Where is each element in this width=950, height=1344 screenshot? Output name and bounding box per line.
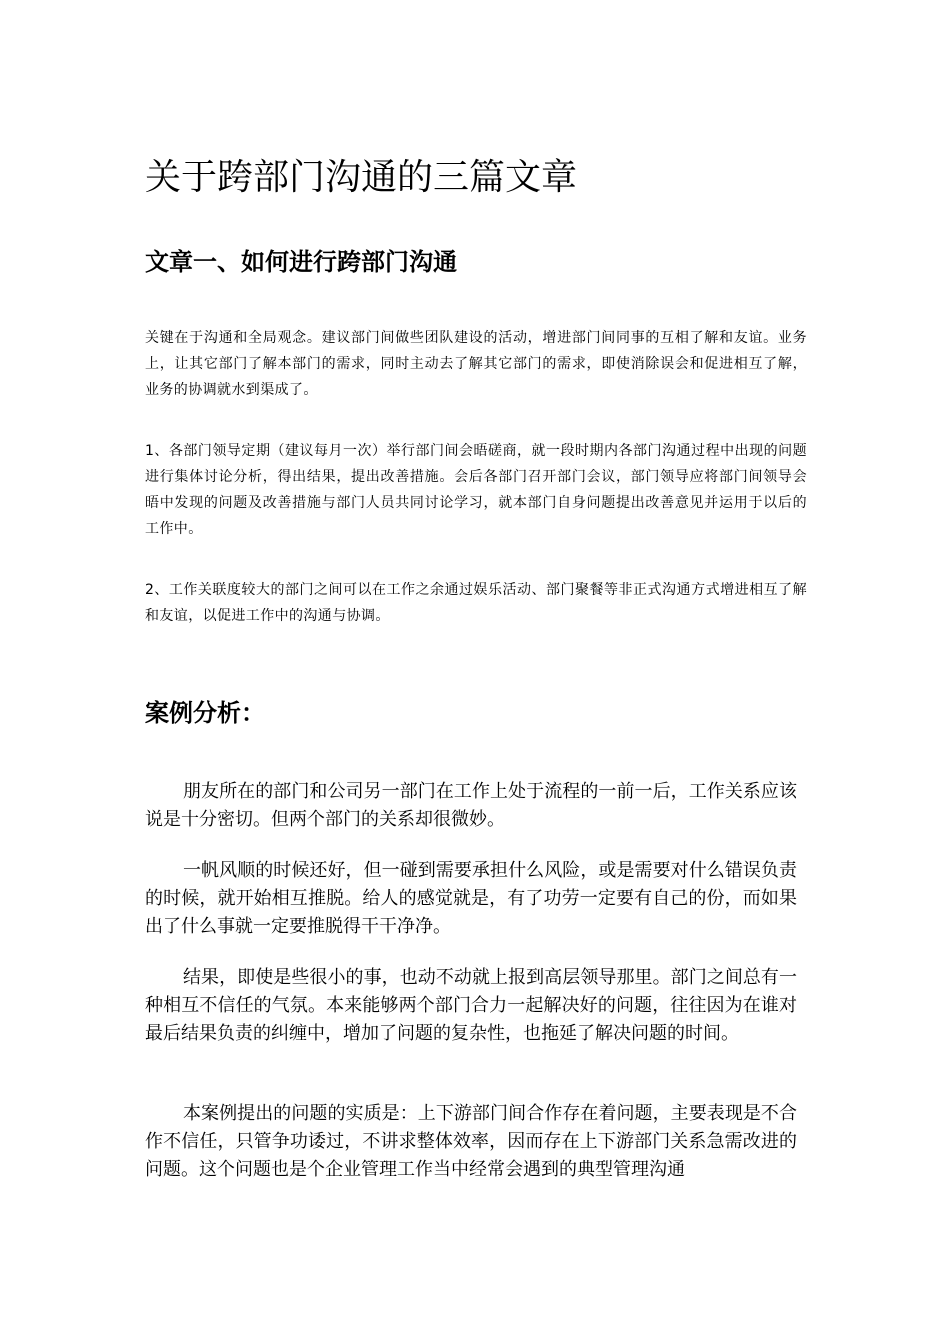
case-paragraph-4: 本案例提出的问题的实质是：上下游部门间合作存在着问题，主要表现是不合作不信任，只管争功诿过，不讲求整体效率，因而存在上下游部门关系急需改进的问题。这个问题也是个企业管理工作当中经常会遇到的典型管理沟通 [145,1103,797,1180]
case-paragraph-2: 一帆风顺的时候还好，但一碰到需要承担什么风险，或是需要对什么错误负责的时候，就开始相互推脱。给人的感觉就是，有了功劳一定要有自己的份，而如果出了什么事就一定要推脱得干干净净。 [145,860,797,937]
article-one-point-2: 2、工作关联度较大的部门之间可以在工作之余通过娱乐活动、部门聚餐等非正式沟通方式增进相互了解和友谊，以促进工作中的沟通与协调。 [145,582,807,624]
case-analysis-heading: 案例分析： [145,699,265,727]
article-one-heading: 文章一、如何进行跨部门沟通 [145,248,457,276]
case-paragraph-3: 结果，即使是些很小的事，也动不动就上报到高层领导那里。部门之间总有一种相互不信任的气氛。本来能够两个部门合力一起解决好的问题，往往因为在谁对最后结果负责的纠缠中，增加了问题的复杂性，也拖延了解决问题的时间。 [145,967,797,1044]
case-paragraph-1: 朋友所在的部门和公司另一部门在工作上处于流程的一前一后，工作关系应该说是十分密切。但两个部门的关系却很微妙。 [145,781,797,830]
article-one-point-1: 1、各部门领导定期（建议每月一次）举行部门间会晤磋商，就一段时期内各部门沟通过程中出现的问题进行集体讨论分析，得出结果，提出改善措施。会后各部门召开部门会议，部门领导应将部门间领导会晤中发现的问题及改善措施与部门人员共同讨论学习，就本部门自身问题提出改善意见并运用于以后的工作中。 [145,443,807,537]
article-one-intro-paragraph: 关键在于沟通和全局观念。建议部门间做些团队建设的活动，增进部门间同事的互相了解和友谊。业务上，让其它部门了解本部门的需求，同时主动去了解其它部门的需求，即使消除误会和促进相互了解，业务的协调就水到渠成了。 [145,330,807,398]
document-title: 关于跨部门沟通的三篇文章 [145,157,578,198]
